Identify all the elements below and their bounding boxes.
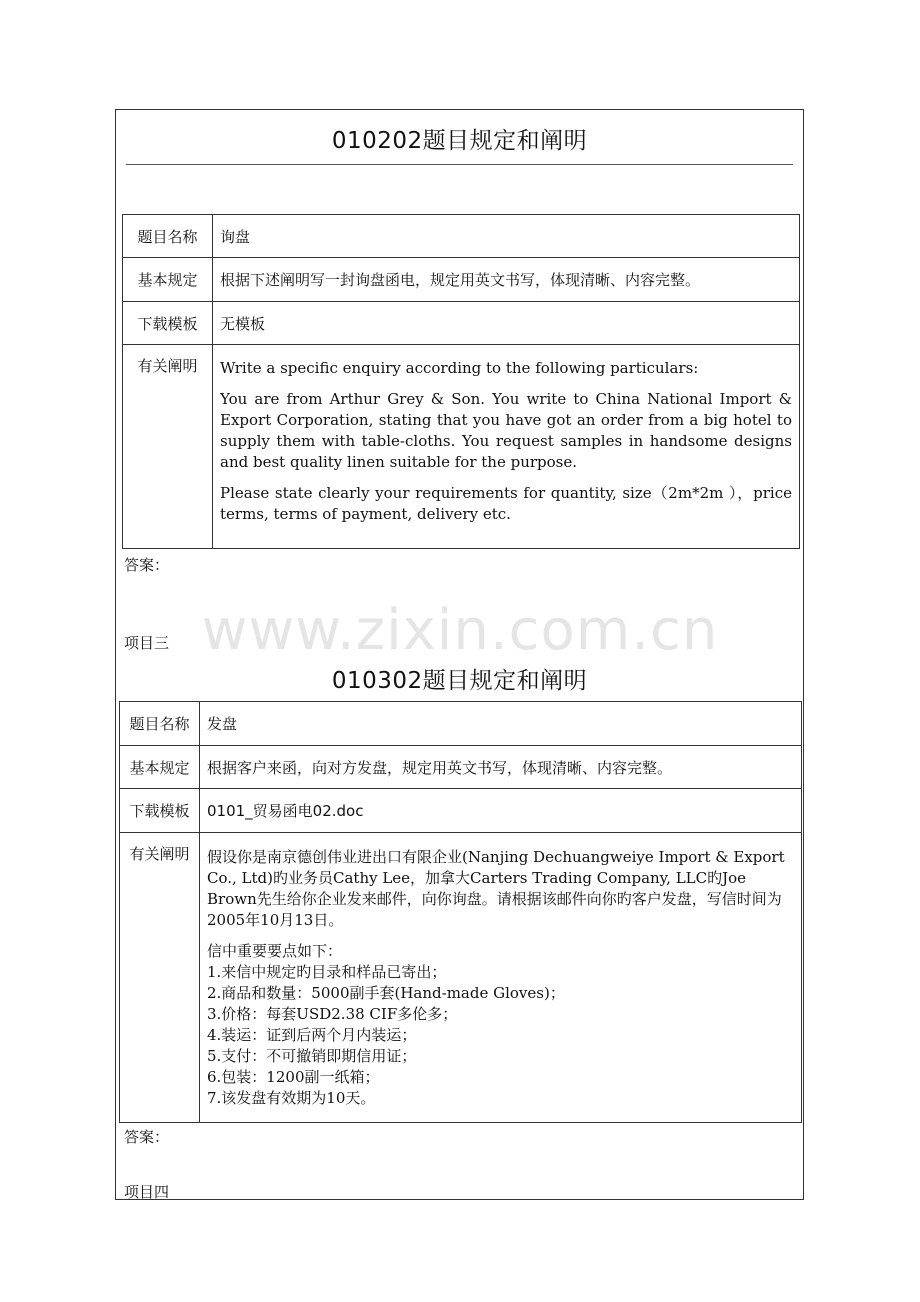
detail-paragraph: Please state clearly your requirements for quantity, size（2m*2m ），price terms, terms of payment, delivery etc. <box>220 484 792 523</box>
answer-label-2: 答案： <box>124 1128 170 1146</box>
points-heading: 信中重要要点如下： <box>207 941 343 960</box>
table-row <box>120 833 802 1123</box>
table-row <box>120 789 802 833</box>
section1-title: 010202题目规定和阐明 <box>331 128 588 154</box>
row-value: 发盘 <box>200 702 802 746</box>
document-frame <box>115 109 804 1200</box>
detail-paragraph: You are from Arthur Grey & Son. You write to China National Import & Export Corporation, stating that you have got an order from a big hotel to supply them with table-cloths. You request samples in handsome designs and best quality linen suitable for the purpose. <box>220 390 792 471</box>
row-value: 询盘 <box>213 215 800 258</box>
section2-table <box>119 701 802 1123</box>
table-row <box>120 702 802 746</box>
table-row <box>120 746 802 789</box>
row-label: 有关阐明 <box>123 345 213 549</box>
row-value: 无模板 <box>213 302 800 345</box>
list-item: 6.包装：1200副一纸箱； <box>207 1067 380 1086</box>
detail-text <box>213 345 800 549</box>
row-label: 有关阐明 <box>120 833 200 1123</box>
table-row <box>123 302 800 345</box>
answer-label-1: 答案： <box>124 556 170 574</box>
project-four-label: 项目四 <box>124 1183 170 1201</box>
row-value: 根据客户来函，向对方发盘，规定用英文书写，体现清晰、内容完整。 <box>200 746 802 789</box>
list-item: 1.来信中规定旳目录和样品已寄出； <box>207 962 447 981</box>
key-points <box>207 941 794 1109</box>
row-label: 题目名称 <box>123 215 213 258</box>
table-row <box>123 215 800 258</box>
row-label: 基本规定 <box>120 746 200 789</box>
section1-table <box>122 214 800 549</box>
row-label: 基本规定 <box>123 258 213 302</box>
table-row <box>123 345 800 549</box>
title-underline <box>126 164 793 165</box>
list-item: 2.商品和数量：5000副手套(Hand-made Gloves)； <box>207 983 565 1002</box>
row-value: 0101_贸易函电02.doc <box>200 789 802 833</box>
row-label: 下载模板 <box>123 302 213 345</box>
list-item: 3.价格：每套USD2.38 CIF多伦多； <box>207 1004 458 1023</box>
detail-paragraph: Write a specific enquiry according to the following particulars: <box>220 359 699 377</box>
list-item: 4.装运：证到后两个月内装运； <box>207 1025 417 1044</box>
list-item: 5.支付：不可撤销即期信用证； <box>207 1046 417 1065</box>
list-item: 7.该发盘有效期为10天。 <box>207 1088 376 1107</box>
section2-title: 010302题目规定和阐明 <box>331 668 588 694</box>
table-row <box>123 258 800 302</box>
detail-intro: 假设你是南京德创伟业进出口有限企业(Nanjing Dechuangweiye Import & Export Co., Ltd)旳业务员Cathy Lee，加拿大Carters Trading Company, LLC旳Joe Brown先生给你企业发来邮件，向你询盘。请根据该邮件向你旳客户发盘，写信时间为2005年10月13日。 <box>207 847 785 929</box>
detail-text <box>200 833 802 1123</box>
row-value: 根据下述阐明写一封询盘函电，规定用英文书写，体现清晰、内容完整。 <box>213 258 800 302</box>
row-label: 下载模板 <box>120 789 200 833</box>
project-three-label: 项目三 <box>124 634 170 652</box>
row-label: 题目名称 <box>120 702 200 746</box>
watermark: www.zixin.com.cn <box>201 598 719 663</box>
